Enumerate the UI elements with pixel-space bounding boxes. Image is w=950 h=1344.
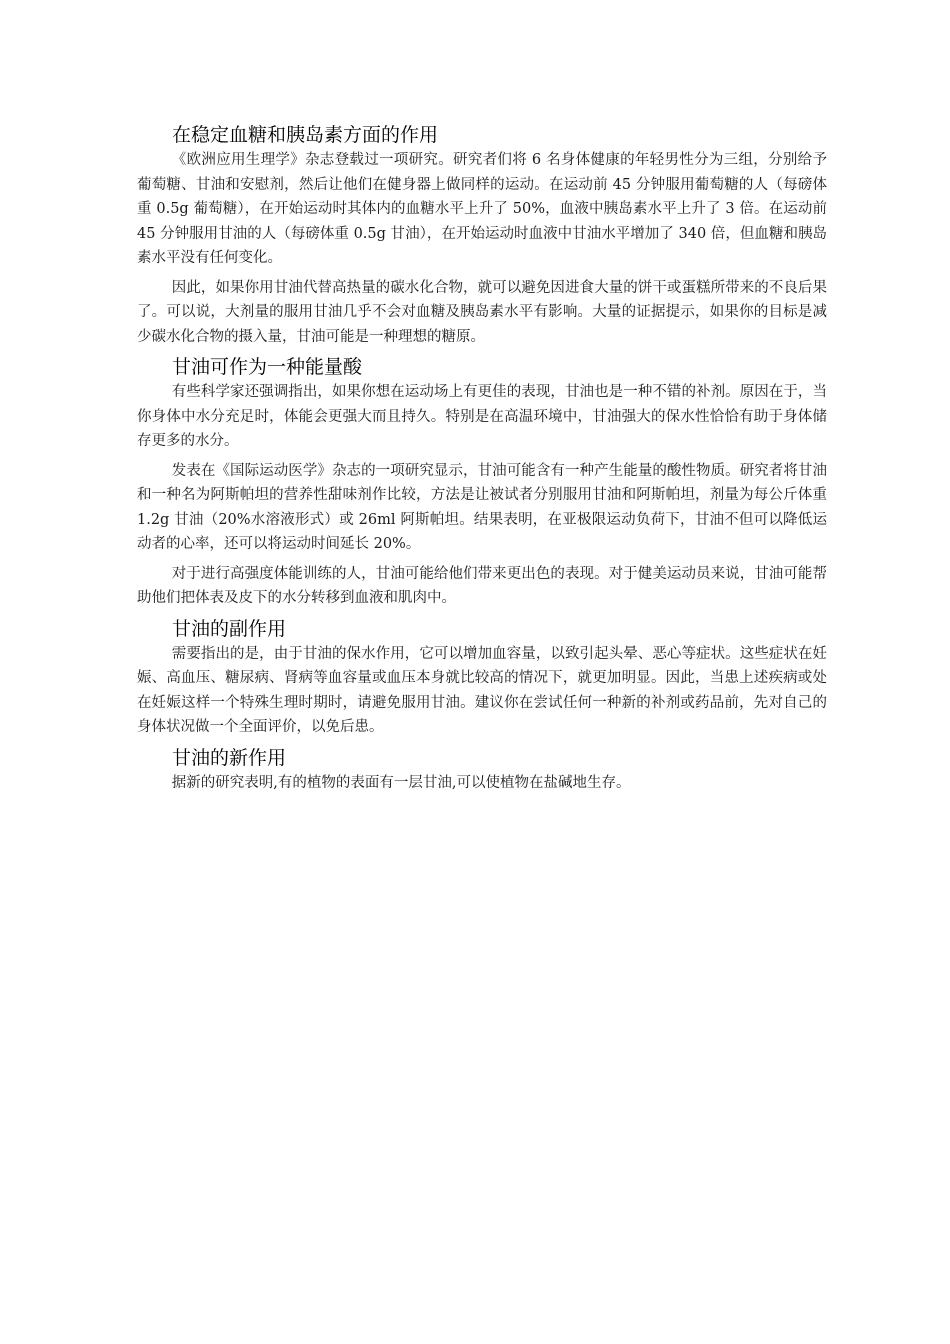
section-new-uses (137, 745, 827, 796)
paragraph: 对于进行高强度体能训练的人，甘油可能给他们带来更出色的表现。对于健美运动员来说，甘油可能帮助他们把体表及皮下的水分转移到血液和肌肉中。 (137, 565, 827, 606)
paragraph: 发表在《国际运动医学》杂志的一项研究显示，甘油可能含有一种产生能量的酸性物质。研究者将甘油和一种名为阿斯帕坦的营养性甜味剂作比较，方法是让被试者分别服用甘油和阿斯帕坦，剂量为每公斤体重 1.2g 甘油（20%水溶液形式）或 26ml 阿斯帕坦。结果表明，在亚极限运动负荷下，甘油不但可以降低运动者的心率，还可以将运动时间延长 20%。 (137, 462, 827, 552)
section-heading: 甘油的新作用 (172, 746, 287, 769)
section-heading: 甘油的副作用 (172, 617, 287, 640)
section-blood-sugar (137, 122, 827, 349)
paragraph: 需要指出的是，由于甘油的保水作用，它可以增加血容量，以致引起头晕、恶心等症状。这些症状在妊娠、高血压、糖尿病、肾病等血容量或血压本身就比较高的情况下，就更加明显。因此，当患上述疾病或处在妊娠这样一个特殊生理时期时，请避免服用甘油。建议你在尝试任何一种新的补剂或药品前，先对自己的身体状况做一个全面评价，以免后患。 (137, 645, 827, 735)
paragraph: 因此，如果你用甘油代替高热量的碳水化合物，就可以避免因进食大量的饼干或蛋糕所带来的不良后果了。可以说，大剂量的服用甘油几乎不会对血糖及胰岛素水平有影响。大量的证据提示，如果你的目标是减少碳水化合物的摄入量，甘油可能是一种理想的糖原。 (137, 279, 827, 345)
section-side-effects (137, 616, 827, 740)
paragraph: 据新的研究表明,有的植物的表面有一层甘油,可以使植物在盐碱地生存。 (171, 774, 631, 791)
section-energy-acid (137, 354, 827, 611)
paragraph: 《欧洲应用生理学》杂志登载过一项研究。研究者们将 6 名身体健康的年轻男性分为三组，分别给予葡萄糖、甘油和安慰剂，然后让他们在健身器上做同样的运动。在运动前 45 分钟服用葡萄糖的人（每磅体重 0.5g 葡萄糖），在开始运动时其体内的血糖水平上升了 50%，血液中胰岛素水平上升了 3 倍。在运动前 45 分钟服用甘油的人（每磅体重 0.5g 甘油），在开始运动时血液中甘油水平增加了 340 倍，但血糖和胰岛素水平没有任何变化。 (137, 152, 827, 266)
section-heading: 在稳定血糖和胰岛素方面的作用 (172, 124, 439, 146)
document-body (137, 122, 827, 800)
section-heading: 甘油可作为一种能量酸 (172, 356, 363, 378)
paragraph: 有些科学家还强调指出，如果你想在运动场上有更佳的表现，甘油也是一种不错的补剂。原因在于，当你身体中水分充足时，体能会更强大而且持久。特别是在高温环境中，甘油强大的保水性恰恰有助于身体储存更多的水分。 (137, 384, 827, 449)
